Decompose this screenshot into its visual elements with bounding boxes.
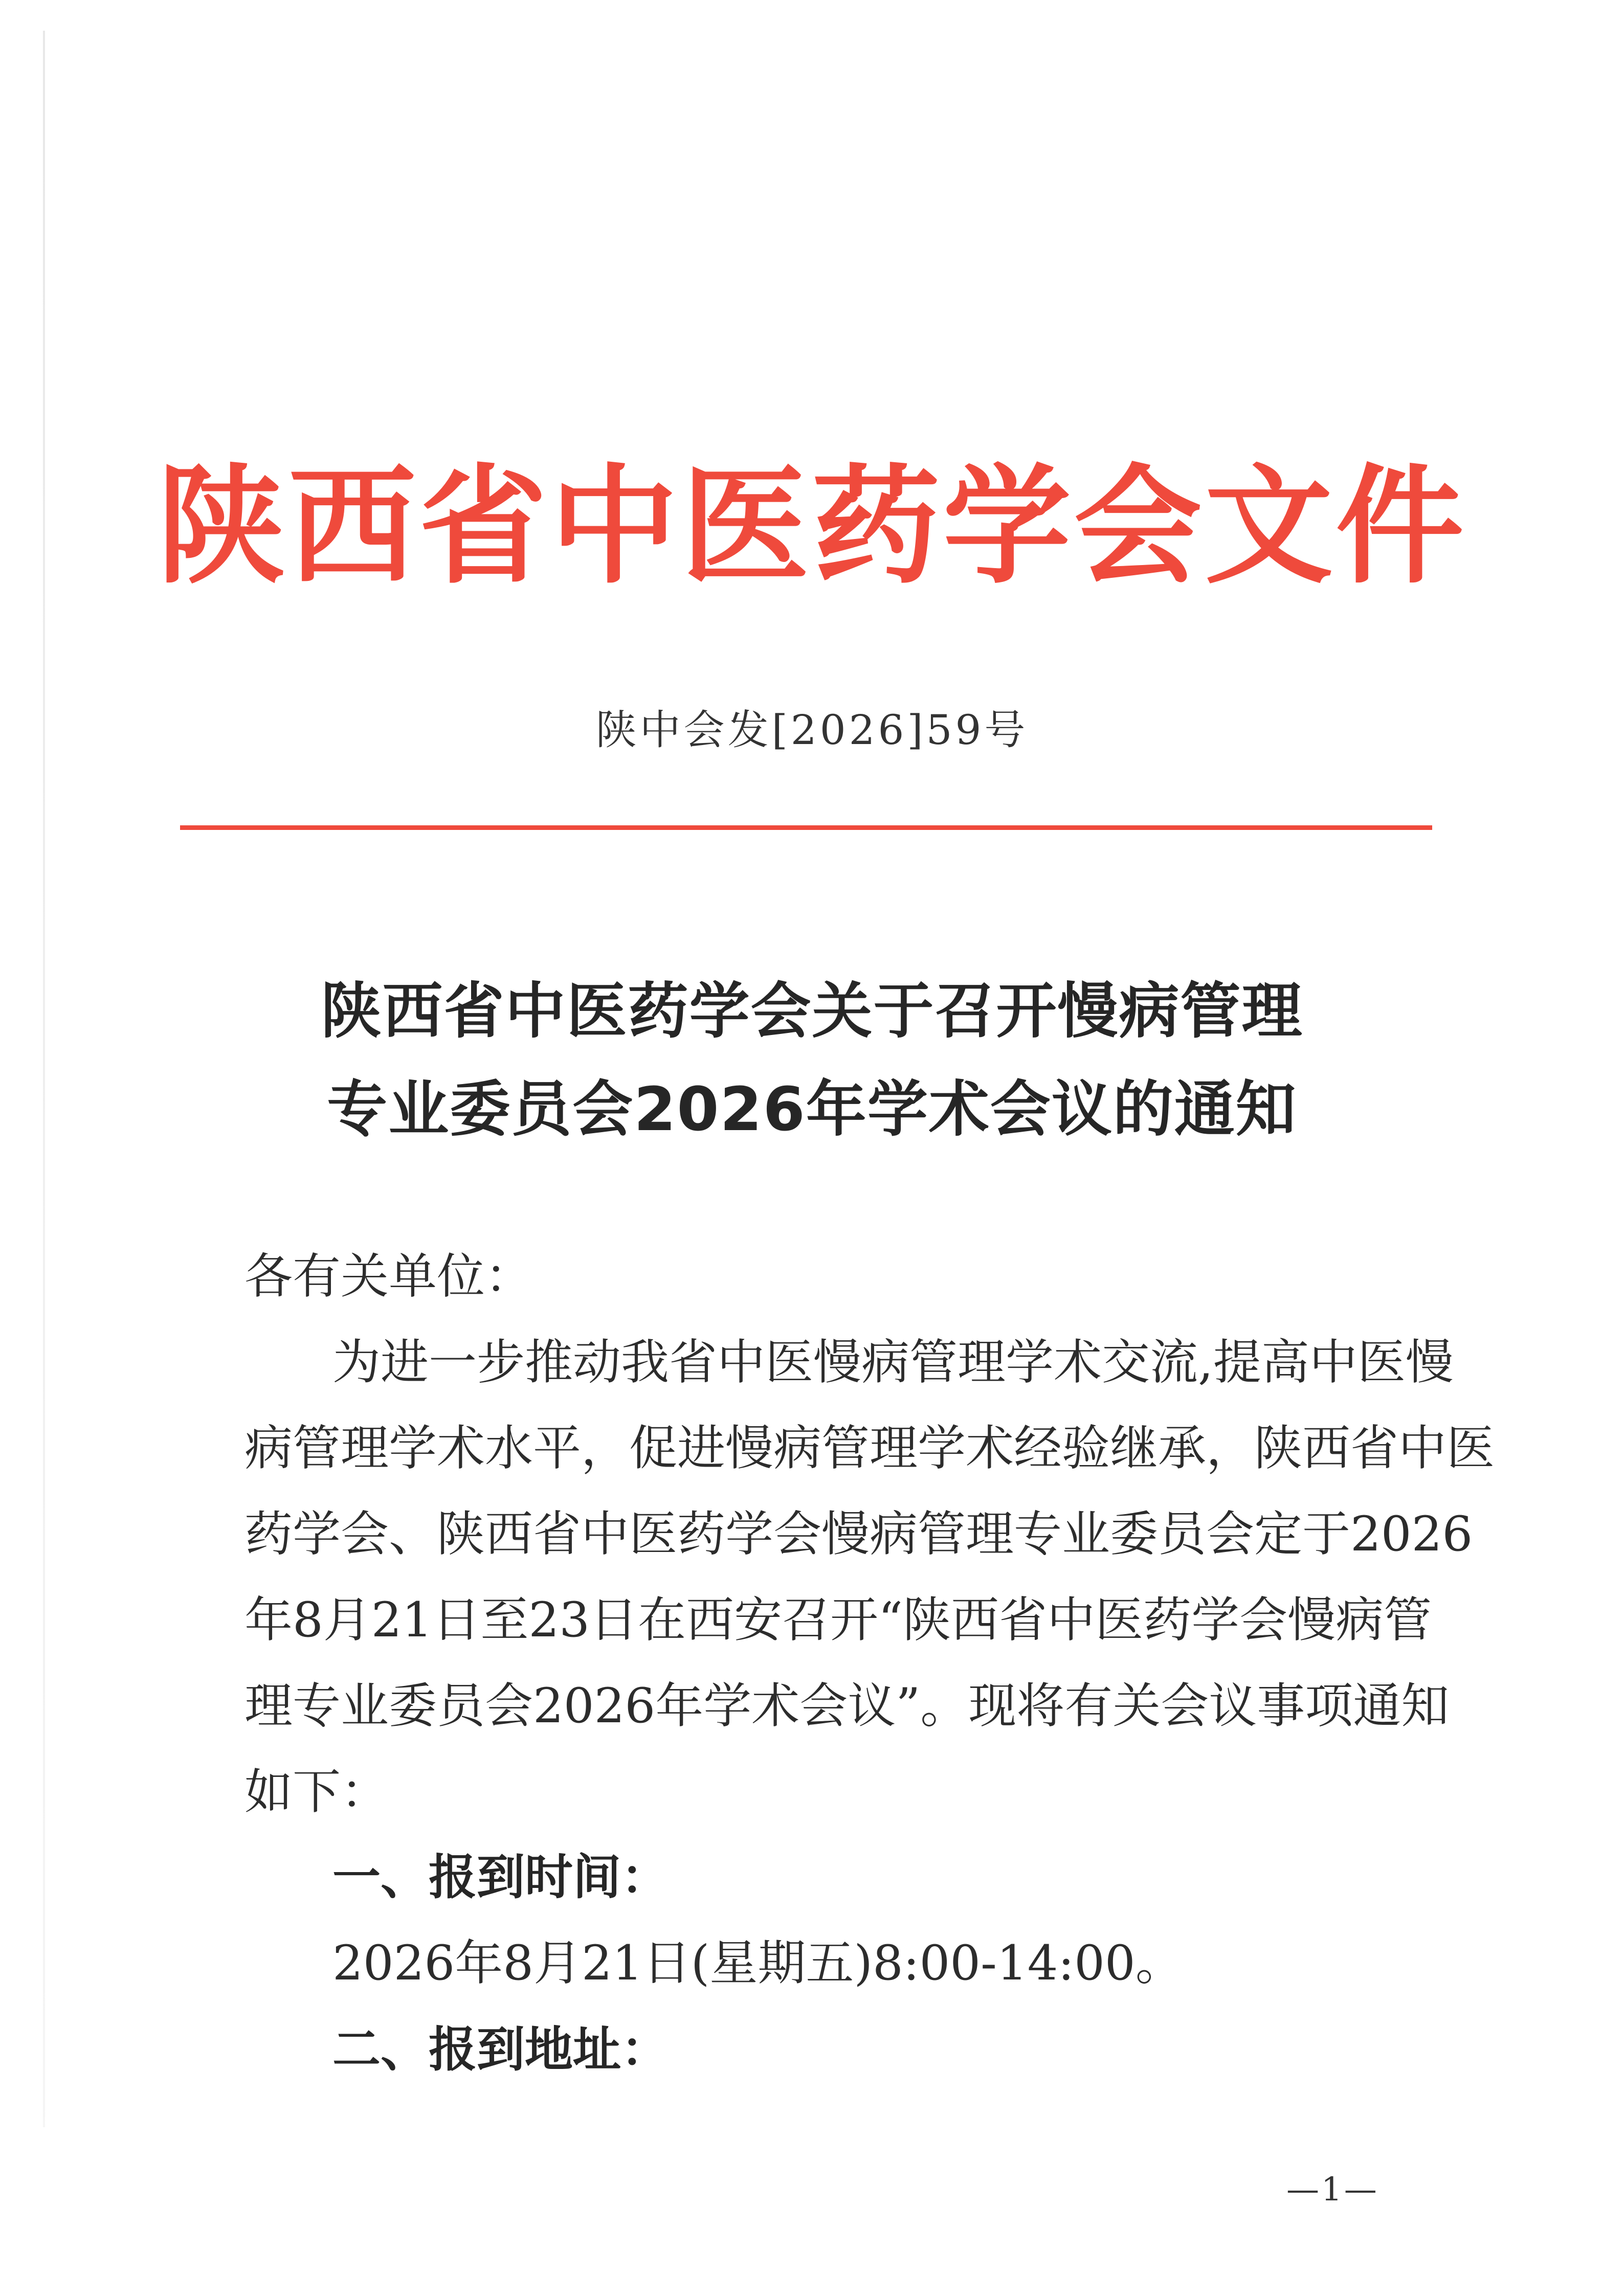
- notice-title-line-1: 陕西省中医药学会关于召开慢病管理: [321, 976, 1303, 1046]
- section-heading-registration-time: 一、报到时间：: [332, 1850, 670, 1905]
- paragraph-line: 药学会、陕西省中医药学会慢病管理专业委员会定于2026: [244, 1506, 1473, 1562]
- salutation: 各有关单位：: [244, 1249, 533, 1304]
- page-number: —1—: [1286, 2171, 1379, 2209]
- red-header-divider: [180, 825, 1432, 830]
- paragraph-line: 为进一步推动我省中医慢病管理学术交流,提高中医慢: [332, 1335, 1454, 1390]
- document-number: 陕中会发[2026]59号: [595, 706, 1029, 754]
- section-heading-registration-address: 二、报到地址：: [332, 2022, 670, 2078]
- registration-time-text: 2026年8月21日(星期五)8:00-14:00。: [332, 1935, 1184, 1991]
- paragraph-line: 年8月21日至23日在西安召开“陕西省中医药学会慢病管: [244, 1592, 1432, 1648]
- notice-title-line-2: 专业委员会2026年学术会议的通知: [327, 1074, 1297, 1144]
- paragraph-line: 如下：: [244, 1764, 389, 1820]
- document-masthead: 陕西省中医药学会文件: [157, 452, 1467, 601]
- paragraph-line: 理专业委员会2026年学术会议”。现将有关会议事项通知: [244, 1678, 1450, 1734]
- paragraph-line: 病管理学术水平，促进慢病管理学术经验继承，陕西省中医: [244, 1421, 1495, 1476]
